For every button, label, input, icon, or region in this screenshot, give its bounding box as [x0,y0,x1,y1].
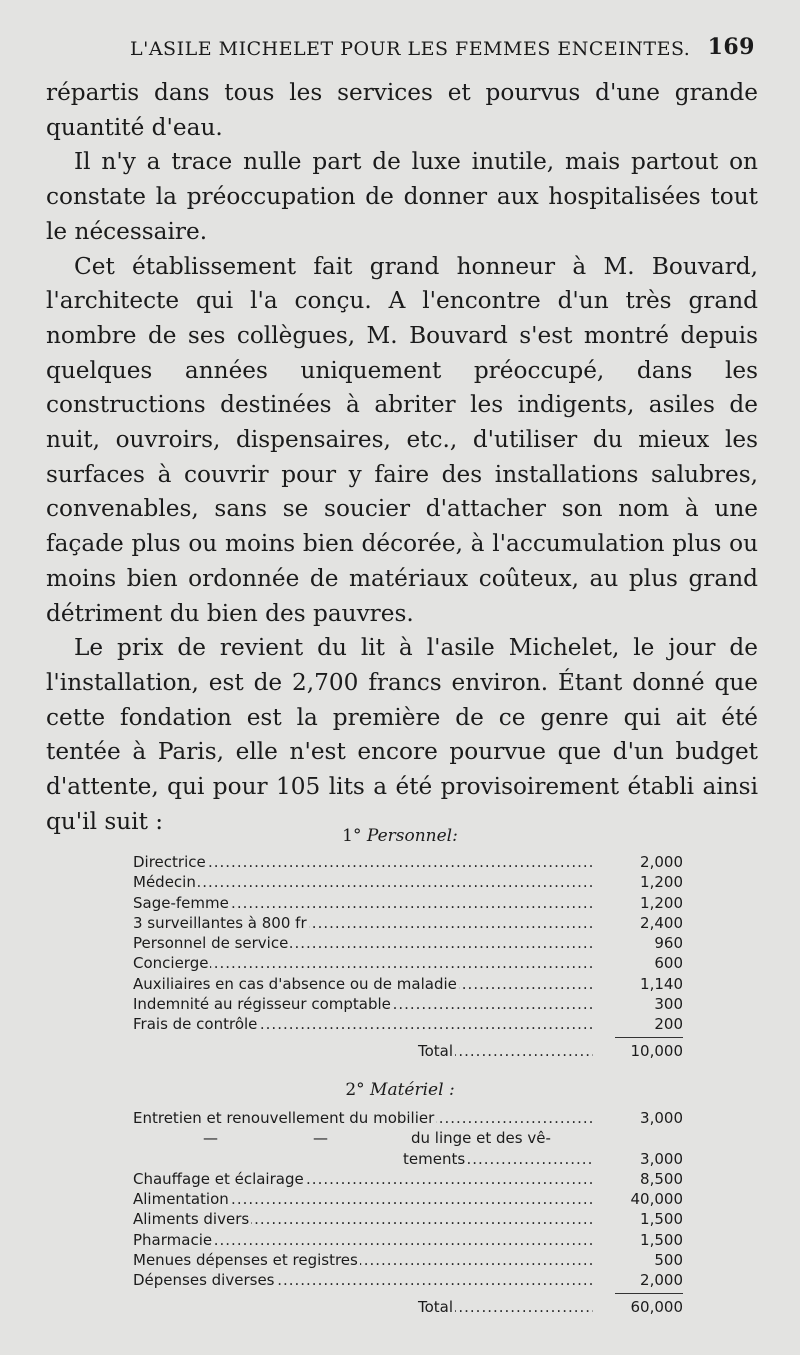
total-rule [615,1293,683,1294]
section-label: Personnel: [366,826,458,846]
row-value: 1,500 [640,1230,683,1249]
table-row [133,913,683,933]
running-title: L'ASILE MICHELET POUR LES FEMMES ENCEINTES. [130,38,691,60]
row-value: 3,000 [640,1149,683,1168]
row-value: 1,200 [640,893,683,912]
ditto-dash: — [313,1129,328,1148]
ditto-dash: — [203,1129,218,1148]
section-number: 1° [342,826,362,846]
page-number: 169 [707,34,755,60]
row-value: 2,000 [640,1271,683,1290]
row-value: 600 [654,954,683,973]
row-value: 1,500 [640,1210,683,1229]
row-value: 3,000 [640,1109,683,1127]
table-row [133,933,683,953]
row-value: 2,400 [640,913,683,932]
total-rule [615,1037,683,1038]
table-row [133,1149,683,1169]
total-value: 60,000 [630,1297,683,1316]
table-row [133,1270,683,1290]
row-label: Sage-femme [133,893,229,912]
table-row [133,852,683,872]
row-label: Menues dépenses et registres [133,1251,358,1270]
row-label: Directrice [133,853,206,871]
row-label: Chauffage et éclairage [133,1169,304,1188]
table-row [133,1230,683,1250]
row-value: 1,200 [640,873,683,892]
body-text [46,76,758,839]
total-value: 10,000 [630,1041,683,1060]
total-label: Total [418,1041,454,1060]
paragraph: Le prix de revient du lit à l'asile Michelet, le jour de l'installation, est de 2,700 francs environ. Étant donné que cette fondation est la première de ce genre qui ait été tentée à Paris, elle n'est encore pourvue que d'un budget d'attente, qui pour 105 lits a été provisoirement établi ainsi qu'il suit : [46,634,758,835]
row-label: tements [403,1149,466,1168]
row-label: Aliments divers [133,1210,250,1229]
row-value: 300 [654,995,683,1014]
budget-table-personnel [133,852,683,1061]
section-title-personnel [0,826,800,846]
table-row [133,1209,683,1229]
row-value: 500 [654,1251,683,1270]
row-label: Indemnité au régisseur comptable [133,995,391,1014]
row-label: Pharmacie [133,1230,213,1249]
table-row [133,1128,683,1148]
row-label: du linge et des vê- [411,1129,551,1148]
table-row [133,953,683,973]
paragraph: Il n'y a trace nulle part de luxe inutile, mais partout on constate la préoccupation de donner aux hospitalisées tout le nécessaire. [46,148,758,245]
table-row [133,994,683,1014]
row-label: Dépenses diverses [133,1271,275,1290]
budget-table-materiel [133,1108,683,1317]
table-row [133,1108,683,1128]
row-label: Personnel de service [133,934,289,953]
row-label: Médecin [133,873,196,892]
total-row [133,1041,683,1061]
table-row [133,1014,683,1034]
row-value: 960 [654,934,683,953]
section-number: 2° [345,1080,365,1100]
table-row [133,872,683,892]
total-label: Total [418,1297,454,1316]
total-row [133,1297,683,1317]
row-label: Auxiliaires en cas d'absence ou de maladie [133,974,457,993]
table-row [133,1169,683,1189]
row-value: 8,500 [640,1169,683,1188]
section-label: Matériel : [370,1080,455,1100]
row-label: Concierge [133,954,209,973]
section-title-materiel [0,1080,800,1100]
row-label: Frais de contrôle [133,1015,258,1034]
table-row [133,1189,683,1209]
row-label: Alimentation [133,1190,229,1209]
paragraph: Cet établissement fait grand honneur à M. Bouvard, l'architecte qui l'a conçu. A l'encontre d'un très grand nombre de ses collègues, M. Bouvard s'est montré depuis quelques années uniquement préoccupé, dans les constructions destinées à abriter les indigents, asiles de nuit, ouvroirs, dispensaires, etc., d'utiliser du mieux les surfaces à couvrir pour y faire des installations salubres, convenables, sans se soucier d'attacher son nom à une façade plus ou moins bien décorée, à l'accumulation plus ou moins bien ordonnée de matériaux coûteux, au plus grand détriment du bien des pauvres. [46,252,758,627]
row-value: 1,140 [640,974,683,993]
row-value: 200 [654,1015,683,1034]
row-value: 40,000 [630,1190,683,1209]
table-row [133,1250,683,1270]
table-row [133,893,683,913]
row-label: Entretien et renouvellement du mobilier [133,1109,435,1127]
paragraph: répartis dans tous les services et pourvus d'une grande quantité d'eau. [46,79,758,141]
table-row [133,974,683,994]
running-header [130,34,755,64]
row-label: 3 surveillantes à 800 fr [133,913,307,932]
row-value: 2,000 [640,853,683,871]
